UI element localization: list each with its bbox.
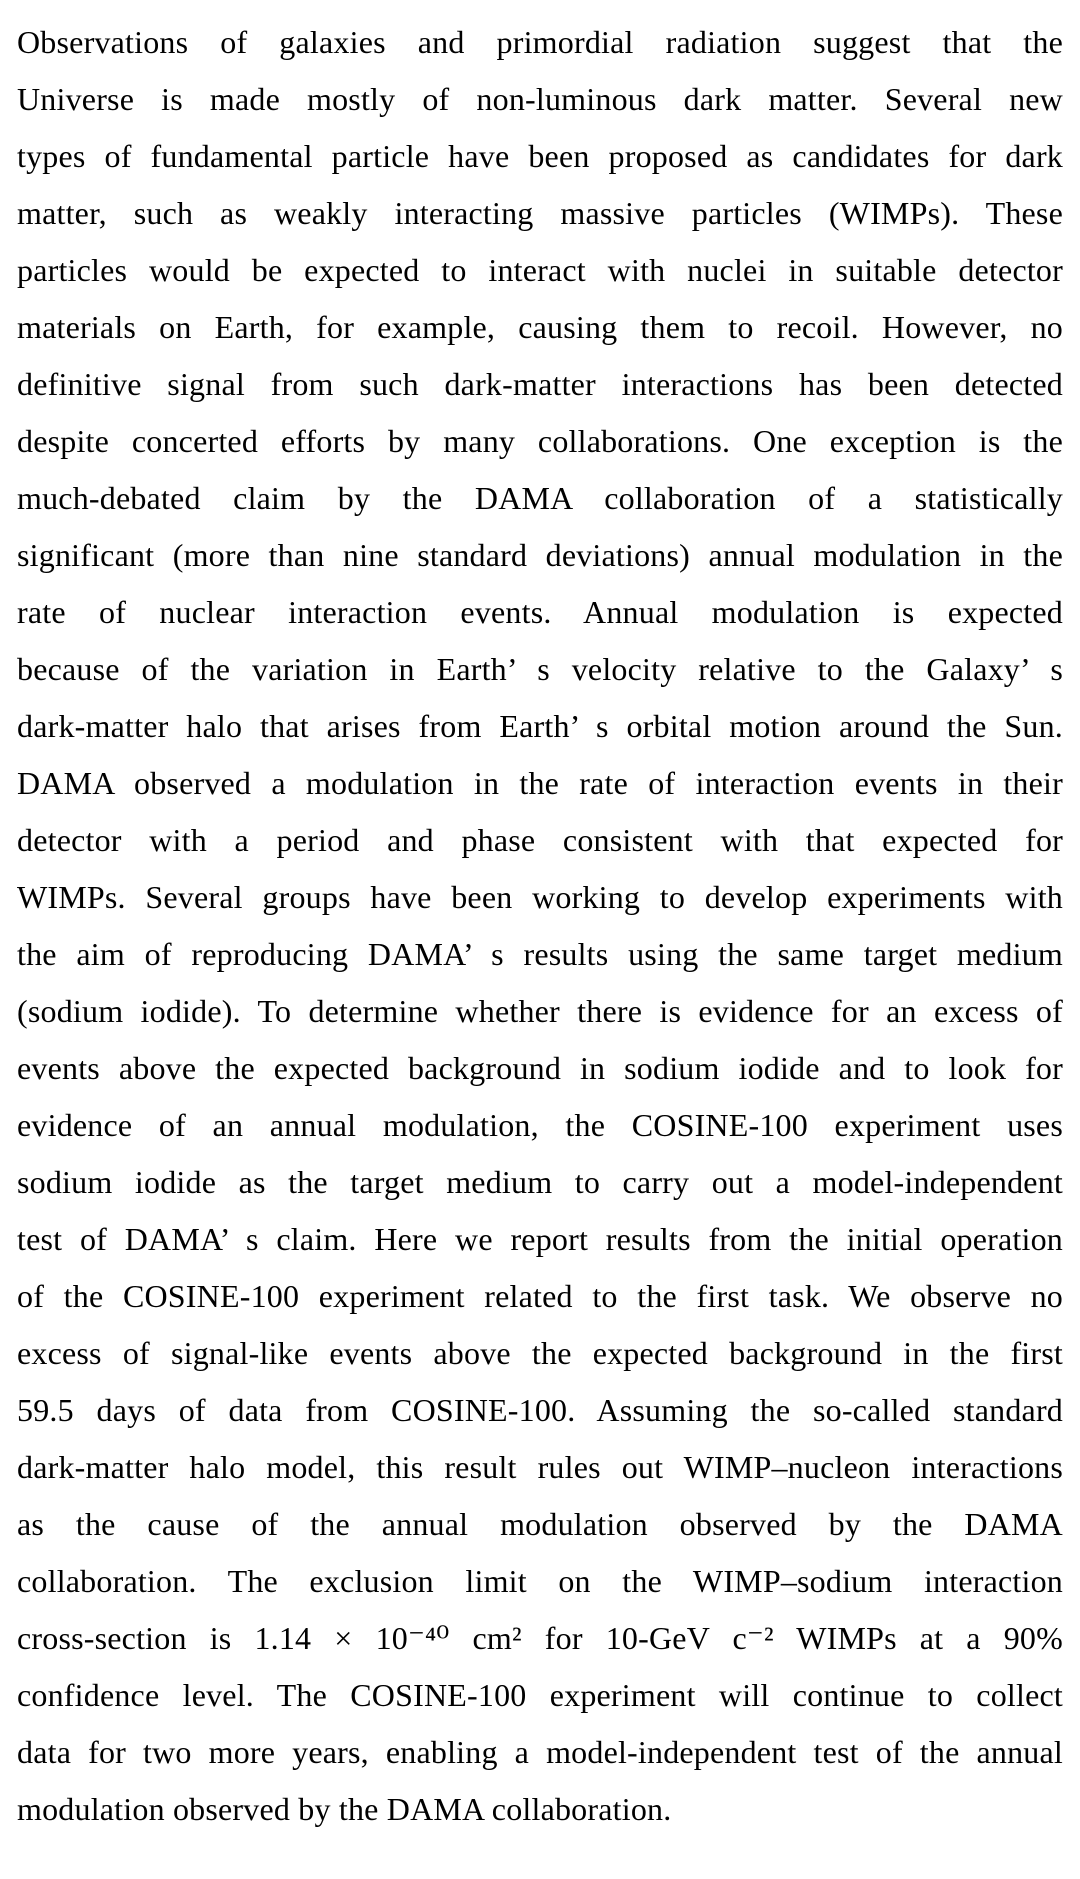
- text-line: much-debated claim by the DAMA collaboration of a statistically: [17, 480, 1063, 516]
- text-line: dark-matter halo that arises from Earth’ s orbital motion around the Sun.: [17, 708, 1063, 744]
- text-line: rate of nuclear interaction events. Annual modulation is expected: [17, 594, 1063, 630]
- text-line: WIMPs. Several groups have been working to develop experiments with: [17, 879, 1063, 915]
- text-line: (sodium iodide). To determine whether there is evidence for an excess of: [17, 993, 1063, 1029]
- text-line: modulation observed by the DAMA collaboration.: [17, 1791, 672, 1827]
- text-line: because of the variation in Earth’ s velocity relative to the Galaxy’ s: [17, 651, 1063, 687]
- text-line: despite concerted efforts by many collaborations. One exception is the: [17, 423, 1063, 459]
- text-line: confidence level. The COSINE-100 experiment will continue to collect: [17, 1677, 1063, 1713]
- text-line: types of fundamental particle have been proposed as candidates for dark: [17, 138, 1063, 174]
- text-line: the aim of reproducing DAMA’ s results using the same target medium: [17, 936, 1063, 972]
- text-line: events above the expected background in sodium iodide and to look for: [17, 1050, 1063, 1086]
- text-line: excess of signal-like events above the expected background in the first: [17, 1335, 1063, 1371]
- text-line: particles would be expected to interact with nuclei in suitable detector: [17, 252, 1063, 288]
- text-line: of the COSINE-100 experiment related to the first task. We observe no: [17, 1278, 1063, 1314]
- text-line: collaboration. The exclusion limit on the WIMP–sodium interaction: [17, 1563, 1063, 1599]
- text-line: detector with a period and phase consistent with that expected for: [17, 822, 1063, 858]
- text-line: DAMA observed a modulation in the rate of interaction events in their: [17, 765, 1063, 801]
- text-line: test of DAMA’ s claim. Here we report results from the initial operation: [17, 1221, 1063, 1257]
- text-line: 59.5 days of data from COSINE-100. Assuming the so-called standard: [17, 1392, 1063, 1428]
- abstract-paragraph: [17, 14, 1063, 1838]
- text-line: as the cause of the annual modulation observed by the DAMA: [17, 1506, 1063, 1542]
- text-line: evidence of an annual modulation, the COSINE-100 experiment uses: [17, 1107, 1063, 1143]
- text-line: cross-section is 1.14 × 10⁻⁴⁰ cm² for 10-GeV c⁻² WIMPs at a 90%: [17, 1620, 1063, 1656]
- text-line: definitive signal from such dark-matter interactions has been detected: [17, 366, 1063, 402]
- text-line: Universe is made mostly of non-luminous dark matter. Several new: [17, 81, 1063, 117]
- text-line: significant (more than nine standard deviations) annual modulation in the: [17, 537, 1063, 573]
- text-line: materials on Earth, for example, causing them to recoil. However, no: [17, 309, 1063, 345]
- text-line: matter, such as weakly interacting massive particles (WIMPs). These: [17, 195, 1063, 231]
- text-line: sodium iodide as the target medium to carry out a model-independent: [17, 1164, 1063, 1200]
- text-line: dark-matter halo model, this result rules out WIMP–nucleon interactions: [17, 1449, 1063, 1485]
- text-line: Observations of galaxies and primordial radiation suggest that the: [17, 24, 1063, 60]
- text-line: data for two more years, enabling a model-independent test of the annual: [17, 1734, 1063, 1770]
